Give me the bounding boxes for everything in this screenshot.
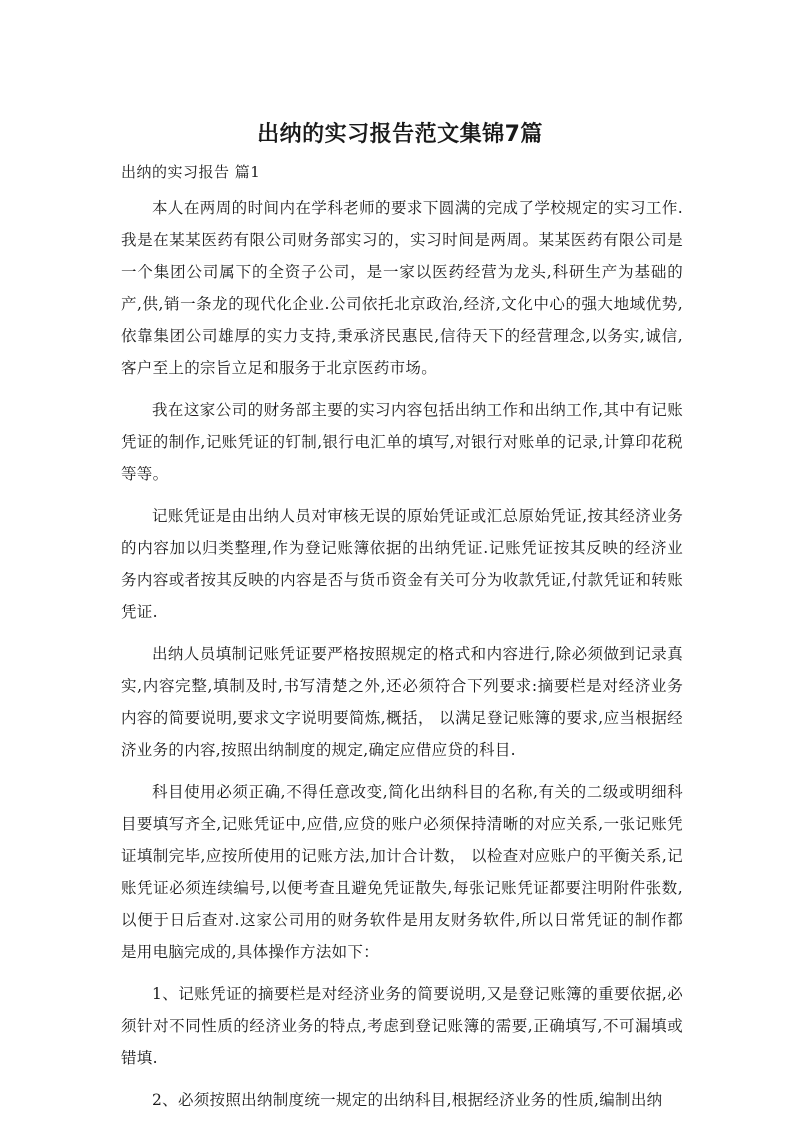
paragraph: 我在这家公司的财务部主要的实习内容包括出纳工作和出纳工作,其中有记账凭证的制作,记账凭证的钉制,银行电汇单的填写,对银行对账单的记录,计算印花税等等。 xyxy=(121,401,683,483)
paragraph: 记账凭证是由出纳人员对审核无误的原始凭证或汇总原始凭证,按其经济业务的内容加以归类整理,作为登记账簿依据的出纳凭证.记账凭证按其反映的经济业务内容或者按其反映的内容是否与货币资金有关可分为收款凭证,付款凭证和转账凭证. xyxy=(121,507,683,621)
paragraph: 出纳人员填制记账凭证要严格按照规定的格式和内容进行,除必须做到记录真实,内容完整,填制及时,书写清楚之外,还必须符合下列要求:摘要栏是对经济业务内容的简要说明,要求文字说明要简炼,概括， 以满足登记账簿的要求,应当根据经济业务的内容,按照出纳制度的规定,确定应借应贷的科目. xyxy=(121,645,683,759)
paragraph: 本人在两周的时间内在学科老师的要求下圆满的完成了学校规定的实习工作.我是在某某医药有限公司财务部实习的，实习时间是两周。某某医药有限公司是一个集团公司属下的全资子公司，是一家以医药经营为龙头,科研生产为基础的产,供,销一条龙的现代化企业.公司依托北京政治,经济,文化中心的强大地域优势,依靠集团公司雄厚的实力支持,秉承济民惠民,信待天下的经营理念,以务实,诚信,客户至上的宗旨立足和服务于北京医药市场。 xyxy=(121,199,683,377)
list-item: 2、必须按照出纳制度统一规定的出纳科目,根据经济业务的性质,编制出纳 xyxy=(152,1091,663,1109)
list-item: 1、记账凭证的摘要栏是对经济业务的简要说明,又是登记账簿的重要依据,必须针对不同性质的经济业务的特点,考虑到登记账簿的需要,正确填写,不可漏填或错填. xyxy=(121,985,683,1067)
paragraph: 科目使用必须正确,不得任意改变,简化出纳科目的名称,有关的二级或明细科目要填写齐全,记账凭证中,应借,应贷的账户必须保持清晰的对应关系,一张记账凭证填制完毕,应按所使用的记账方法,加计合计数， 以检查对应账户的平衡关系,记账凭证必须连续编号,以便考查且避免凭证散失,每张记账凭证都要注明附件张数,以便于日后查对.这家公司用的财务软件是用友财务软件,所以日常凭证的制作都是用电脑完成的,具体操作方法如下： xyxy=(121,783,683,961)
section-heading: 出纳的实习报告 篇1 xyxy=(121,163,261,181)
document-title: 出纳的实习报告范文集锦7篇 xyxy=(257,122,543,147)
document-body xyxy=(121,192,683,1126)
